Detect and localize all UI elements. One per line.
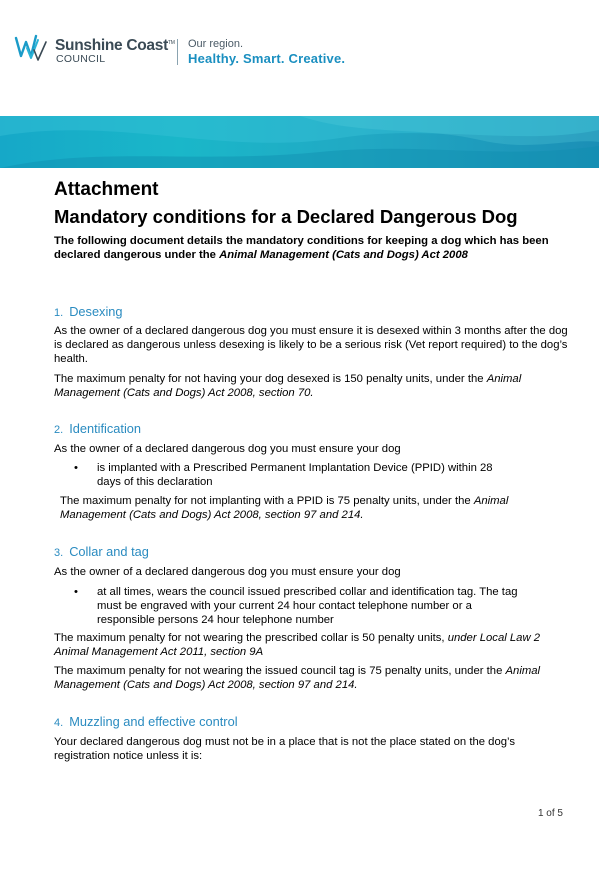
- document-body: [54, 178, 569, 763]
- header: [14, 30, 414, 70]
- sunshine-coast-logo-icon: [14, 32, 50, 62]
- tagline-line1: Our region.: [188, 38, 244, 50]
- bullet-icon: •: [74, 586, 78, 598]
- section-desexing-penalty: The maximum penalty for not having your dog desexed is 150 penalty units, under the Animal Management (Cats and Dogs) Act 2008, section 70.: [54, 373, 522, 400]
- brand-name: Sunshine Coast™: [55, 37, 175, 54]
- brand-sub: COUNCIL: [56, 53, 106, 65]
- section-identification-bullet: is implanted with a Prescribed Permanent Implantation Device (PPID) within 28 days of this declaration: [97, 462, 493, 489]
- section-heading-identification: 2. Identification: [54, 421, 142, 436]
- page-number: 1 of 5: [537, 808, 563, 819]
- section-collar-penalty-tag: The maximum penalty for not wearing the issued council tag is 75 penalty units, under the Animal Management (Cats and Dogs) Act 2008, section 97 and 214.: [54, 665, 541, 692]
- section-collar-bullet: at all times, wears the council issued prescribed collar and identification tag. The tag must be engraved with your current 24 hour contact telephone number or a responsible persons 24 hour telephone number: [97, 586, 518, 627]
- section-identification-text: As the owner of a declared dangerous dog you must ensure your dog: [54, 443, 401, 455]
- document-subtitle: Mandatory conditions for a Declared Dangerous Dog: [54, 206, 518, 227]
- tagline-line2: Healthy. Smart. Creative.: [188, 51, 346, 66]
- document-intro: The following document details the mandatory conditions for keeping a dog which has been declared dangerous under the Animal Management (Cats and Dogs) Act 2008: [54, 235, 549, 261]
- header-divider: [177, 39, 178, 65]
- section-collar-penalty-collar: The maximum penalty for not wearing the prescribed collar is 50 penalty units, under Local Law 2 Animal Management Act 2011, section 9A: [54, 632, 541, 659]
- section-desexing-text: As the owner of a declared dangerous dog you must ensure it is desexed within 3 months after the dog is declared as dangerous unless desexing is likely to be a serious risk (Vet report required) to the dog’s health.: [54, 325, 568, 366]
- banner-wave-graphic: [0, 116, 599, 168]
- section-heading-collar-and-tag: 3. Collar and tag: [54, 544, 149, 559]
- document-title: Attachment: [54, 179, 159, 200]
- section-collar-text: As the owner of a declared dangerous dog you must ensure your dog: [54, 566, 401, 578]
- section-heading-muzzling: 4. Muzzling and effective control: [54, 714, 238, 729]
- section-heading-desexing: 1. Desexing: [54, 304, 123, 319]
- bullet-icon: •: [74, 462, 78, 474]
- header-banner: [0, 116, 599, 168]
- section-muzzling-text: Your declared dangerous dog must not be in a place that is not the place stated on the dog’s registration notice unless it is:: [54, 736, 515, 763]
- section-identification-penalty: The maximum penalty for not implanting with a PPID is 75 penalty units, under the Animal Management (Cats and Dogs) Act 2008, section 97 and 214.: [60, 495, 509, 522]
